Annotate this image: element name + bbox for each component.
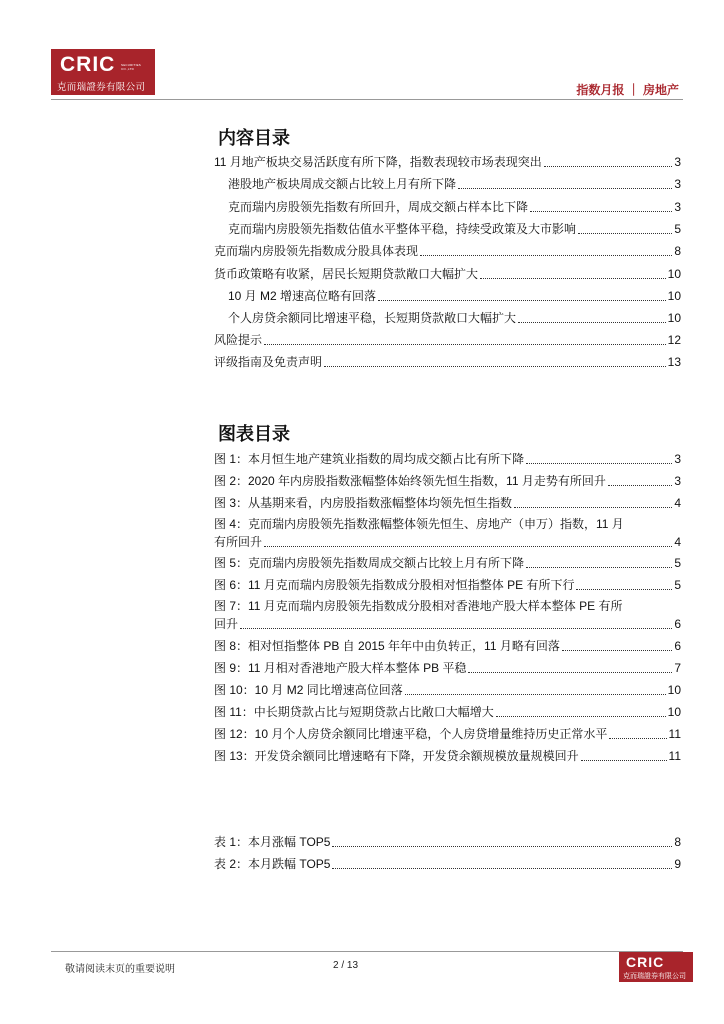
figure-entry-page: 11	[668, 727, 681, 741]
leader-dots	[562, 648, 672, 651]
figure-entry[interactable]	[214, 553, 681, 571]
toc-entry[interactable]	[214, 352, 681, 370]
contents-title: 内容目录	[218, 128, 290, 148]
leader-dots	[332, 866, 672, 869]
figure-entry-label: 图 3：从基期来看，内房股指数涨幅整体均领先恒生指数	[214, 496, 513, 510]
toc-entry[interactable]	[228, 197, 681, 215]
figure-entry-label: 图 9：11 月相对香港地产股大样本整体 PB 平稳	[214, 661, 467, 675]
figure-entry[interactable]	[214, 724, 681, 742]
leader-dots	[332, 844, 672, 847]
toc-entry-label: 克而瑞内房股领先指数有所回升，周成交额占样本比下降	[228, 200, 529, 214]
figure-entry-continuation: 回升	[214, 617, 239, 631]
toc-entry-page: 12	[667, 333, 681, 347]
footer-logo-brand: CRIC	[626, 954, 665, 970]
figure-entry-label: 图 13：开发贷余额同比增速略有下降，开发贷余额规模放量规模回升	[214, 749, 579, 763]
figure-entry-page: 4	[674, 496, 681, 510]
figure-entry[interactable]	[214, 746, 681, 764]
leader-dots	[526, 565, 672, 568]
leader-dots	[458, 186, 672, 189]
table-entry-page: 8	[674, 835, 681, 849]
toc-entry[interactable]	[228, 286, 681, 304]
leader-dots	[468, 670, 672, 673]
toc-entry-page: 3	[674, 200, 681, 214]
toc-entry-label: 克而瑞内房股领先指数成分股具体表现	[214, 244, 419, 258]
leader-dots	[518, 320, 666, 323]
toc-entry-page: 10	[667, 289, 681, 303]
figure-entry-label: 图 12：10 月个人房贷余额同比增速平稳，个人房贷增量维持历史正常水平	[214, 727, 608, 741]
figure-entry-label: 图 5：克而瑞内房股领先指数周成交额占比较上月有所下降	[214, 556, 525, 570]
leader-dots	[609, 736, 666, 739]
figure-entry-label[interactable]: 图 4：克而瑞内房股领先指数涨幅整体领先恒生、房地产（申万）指数，11 月	[214, 517, 624, 531]
table-entry[interactable]	[214, 854, 681, 872]
footer-notice: 敬请阅读末页的重要说明	[65, 964, 175, 975]
toc-entry-page: 3	[674, 177, 681, 191]
figure-entry[interactable]	[214, 702, 681, 720]
figure-entry-label: 图 2：2020 年内房股指数涨幅整体始终领先恒生指数，11 月走势有所回升	[214, 474, 606, 488]
toc-entry-page: 13	[667, 355, 681, 369]
figure-entry[interactable]	[214, 658, 681, 676]
toc-entry-page: 10	[667, 267, 681, 281]
figure-entry-label: 图 11：中长期贷款占比与短期贷款占比敞口大幅增大	[214, 705, 494, 719]
leader-dots	[530, 209, 672, 212]
figure-entry[interactable]	[214, 449, 681, 467]
figure-entry-page: 6	[674, 617, 681, 631]
figure-entry-page: 3	[674, 474, 681, 488]
leader-dots	[405, 692, 666, 695]
toc-entry[interactable]	[228, 174, 681, 192]
footer-logo-company-name: 克而瑞證券有限公司	[623, 973, 686, 980]
toc-entry-page: 3	[674, 155, 681, 169]
figure-entry-continuation: 有所回升	[214, 535, 263, 549]
toc-entry-page: 8	[674, 244, 681, 258]
figure-entry-page: 10	[667, 683, 681, 697]
leader-dots	[544, 164, 673, 167]
figure-entry-page: 3	[674, 452, 681, 466]
leader-dots	[264, 544, 672, 547]
figure-entry-label: 图 8：相对恒指整体 PB 自 2015 年年中由负转正，11 月略有回落	[214, 639, 560, 653]
figure-entry-page: 4	[674, 535, 681, 549]
leader-dots	[608, 483, 672, 486]
toc-entry-label: 港股地产板块周成交额占比较上月有所下降	[228, 177, 457, 191]
company-logo	[51, 49, 155, 95]
table-entry[interactable]	[214, 832, 681, 850]
logo-company-name: 克而瑞證券有限公司	[57, 82, 146, 93]
footer-divider	[51, 951, 683, 952]
leader-dots	[420, 253, 672, 256]
logo-brand: CRIC	[60, 53, 116, 76]
table-entry-label: 表 2：本月跌幅 TOP5	[214, 857, 331, 871]
figures-title: 图表目录	[218, 424, 290, 444]
figure-entry[interactable]	[214, 532, 681, 550]
leader-dots	[581, 758, 667, 761]
figure-entry-label: 图 6：11 月克而瑞内房股领先指数成分股相对恒指整体 PE 有所下行	[214, 578, 575, 592]
toc-entry[interactable]	[214, 152, 681, 170]
figure-entry-label[interactable]: 图 7：11 月克而瑞内房股领先指数成分股相对香港地产股大样本整体 PE 有所	[214, 599, 623, 613]
toc-entry-label: 评级指南及免责声明	[214, 355, 323, 369]
table-entry-page: 9	[674, 857, 681, 871]
figure-entry-page: 11	[668, 749, 681, 763]
figure-entry-page: 5	[674, 556, 681, 570]
leader-dots	[578, 231, 672, 234]
figure-entry[interactable]	[214, 575, 681, 593]
toc-entry[interactable]	[214, 330, 681, 348]
leader-dots	[526, 461, 672, 464]
figure-entry-label: 图 1：本月恒生地产建筑业指数的周均成交额占比有所下降	[214, 452, 525, 466]
toc-entry-page: 10	[667, 311, 681, 325]
leader-dots	[240, 626, 672, 629]
toc-entry[interactable]	[228, 308, 681, 326]
leader-dots	[264, 342, 666, 345]
table-entry-label: 表 1：本月涨幅 TOP5	[214, 835, 331, 849]
toc-entry[interactable]	[228, 219, 681, 237]
figure-entry-page: 10	[667, 705, 681, 719]
figure-entry[interactable]	[214, 636, 681, 654]
toc-entry[interactable]	[214, 264, 681, 282]
figure-entry[interactable]	[214, 680, 681, 698]
toc-entry-label: 风险提示	[214, 333, 263, 347]
leader-dots	[324, 364, 666, 367]
figure-entry-page: 5	[674, 578, 681, 592]
leader-dots	[576, 587, 672, 590]
figure-entry[interactable]	[214, 493, 681, 511]
page-number: 2 / 13	[333, 960, 359, 971]
footer-logo	[619, 952, 693, 982]
toc-entry-label: 个人房贷余额同比增速平稳，长短期贷款敞口大幅扩大	[228, 311, 517, 325]
toc-entry-label: 货币政策略有收紧，居民长短期贷款敞口大幅扩大	[214, 267, 479, 281]
figure-entry[interactable]	[214, 471, 681, 489]
figure-entry-label: 图 10：10 月 M2 同比增速高位回落	[214, 683, 403, 697]
toc-entry-label: 10 月 M2 增速高位略有回落	[228, 289, 377, 303]
toc-entry-page: 5	[674, 222, 681, 236]
toc-entry-label: 克而瑞内房股领先指数估值水平整体平稳，持续受政策及大市影响	[228, 222, 577, 236]
toc-entry-label: 11 月地产板块交易活跃度有所下降，指数表现较市场表现突出	[214, 155, 542, 169]
leader-dots	[480, 276, 666, 279]
figure-entry-page: 6	[674, 639, 681, 653]
leader-dots	[514, 505, 672, 508]
header-divider	[51, 99, 683, 100]
report-type: 指数月报 ｜ 房地产	[576, 83, 679, 97]
figure-entry-page: 7	[674, 661, 681, 675]
toc-entry[interactable]	[214, 241, 681, 259]
logo-subtext: SECURITIES CO.,LTD	[121, 63, 142, 71]
figure-entry[interactable]	[214, 614, 681, 632]
leader-dots	[496, 714, 666, 717]
leader-dots	[378, 298, 666, 301]
